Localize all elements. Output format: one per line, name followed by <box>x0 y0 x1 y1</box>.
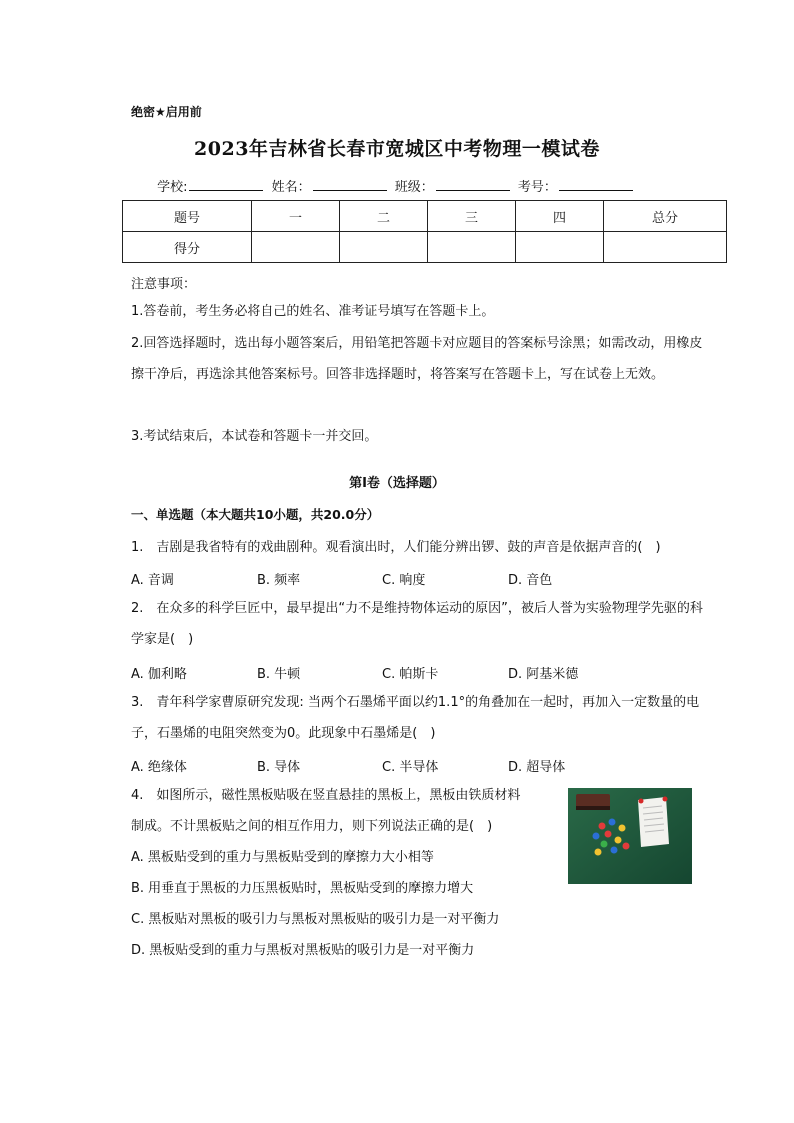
question-stem-line: 制成。不计黑板贴之间的相互作用力，则下列说法正确的是( ) <box>131 819 493 834</box>
number-label: 考号： <box>517 180 557 195</box>
option-d[interactable]: D. 阿基米德 <box>508 667 579 682</box>
class-blank[interactable] <box>436 178 510 191</box>
confidential-mark: 绝密★启用前 <box>131 105 202 119</box>
paper-sheet-icon <box>638 797 669 848</box>
question-stem-line: 4. 如图所示，磁性黑板贴吸在竖直悬挂的黑板上，黑板由铁质材料 <box>131 788 521 803</box>
exam-title: 2023年吉林省长春市宽城区中考物理一模试卷 <box>194 138 600 160</box>
option-a[interactable]: A. 伽利略 <box>131 667 187 682</box>
table-cell: 三 <box>428 201 516 232</box>
option-b[interactable]: B. 牛顿 <box>257 667 301 682</box>
table-cell: 题号 <box>123 201 252 232</box>
notice-item: 2.回答选择题时，选出每小题答案后，用铅笔把答题卡对应题目的答案标号涂黑；如需改动，用橡皮擦干净后，再选涂其他答案标号。回答非选择题时，将答案写在答题卡上，写在试卷上无效。 <box>131 336 703 382</box>
option-a[interactable]: A. 黑板贴受到的重力与黑板贴受到的摩擦力大小相等 <box>131 850 434 865</box>
notice-item: 1.答卷前，考生务必将自己的姓名、准考证号填写在答题卡上。 <box>131 304 495 319</box>
section-title: 第I卷（选择题） <box>349 476 445 491</box>
notice-heading: 注意事项： <box>131 277 197 292</box>
option-b[interactable]: B. 导体 <box>257 760 301 775</box>
question-stem: 2. 在众多的科学巨匠中，最早提出“力不是维持物体运动的原因”，被后人誉为实验物理学先驱的科学家是( ) <box>131 601 703 647</box>
table-cell: 一 <box>252 201 340 232</box>
school-blank[interactable] <box>189 178 263 191</box>
score-table-header-row <box>123 201 727 232</box>
school-label: 学校: <box>157 180 188 195</box>
question-stem: 3. 青年科学家曹原研究发现: 当两个石墨烯平面以约1.1°的角叠加在一起时，再加入一定数量的电子，石墨烯的电阻突然变为0。此现象中石墨烯是( ) <box>131 695 700 741</box>
eraser-icon <box>576 794 610 810</box>
number-blank[interactable] <box>559 178 633 191</box>
notice-item: 3.考试结束后，本试卷和答题卡一并交回。 <box>131 429 378 444</box>
score-table-score-row <box>123 232 727 263</box>
magnetic-blackboard-figure <box>568 788 692 884</box>
option-d[interactable]: D. 超导体 <box>508 760 566 775</box>
option-c[interactable]: C. 黑板贴对黑板的吸引力与黑板对黑板贴的吸引力是一对平衡力 <box>131 912 500 927</box>
question-stem: 1. 吉剧是我省特有的戏曲剧种。观看演出时，人们能分辨出锣、鼓的声音是依据声音的( ) <box>131 540 661 555</box>
table-cell: 总分 <box>604 201 727 232</box>
table-cell: 四 <box>516 201 604 232</box>
name-blank[interactable] <box>313 178 387 191</box>
question-type-heading: 一、单选题（本大题共10小题，共20.0分） <box>131 507 380 522</box>
score-cell[interactable] <box>252 232 340 263</box>
option-b[interactable]: B. 用垂直于黑板的力压黑板贴时，黑板贴受到的摩擦力增大 <box>131 881 474 896</box>
name-label: 姓名： <box>271 180 311 195</box>
table-cell: 二 <box>340 201 428 232</box>
option-a[interactable]: A. 音调 <box>131 573 174 588</box>
option-c[interactable]: C. 响度 <box>382 573 426 588</box>
option-d[interactable]: D. 黑板贴受到的重力与黑板对黑板贴的吸引力是一对平衡力 <box>131 943 475 958</box>
score-table <box>122 200 727 263</box>
score-cell[interactable] <box>340 232 428 263</box>
option-b[interactable]: B. 频率 <box>257 573 301 588</box>
student-info-line <box>0 176 794 195</box>
option-c[interactable]: C. 半导体 <box>382 760 439 775</box>
score-cell[interactable] <box>516 232 604 263</box>
score-cell[interactable] <box>604 232 727 263</box>
option-c[interactable]: C. 帕斯卡 <box>382 667 439 682</box>
class-label: 班级： <box>394 180 434 195</box>
table-cell: 得分 <box>123 232 252 263</box>
score-cell[interactable] <box>428 232 516 263</box>
option-d[interactable]: D. 音色 <box>508 573 553 588</box>
option-a[interactable]: A. 绝缘体 <box>131 760 187 775</box>
